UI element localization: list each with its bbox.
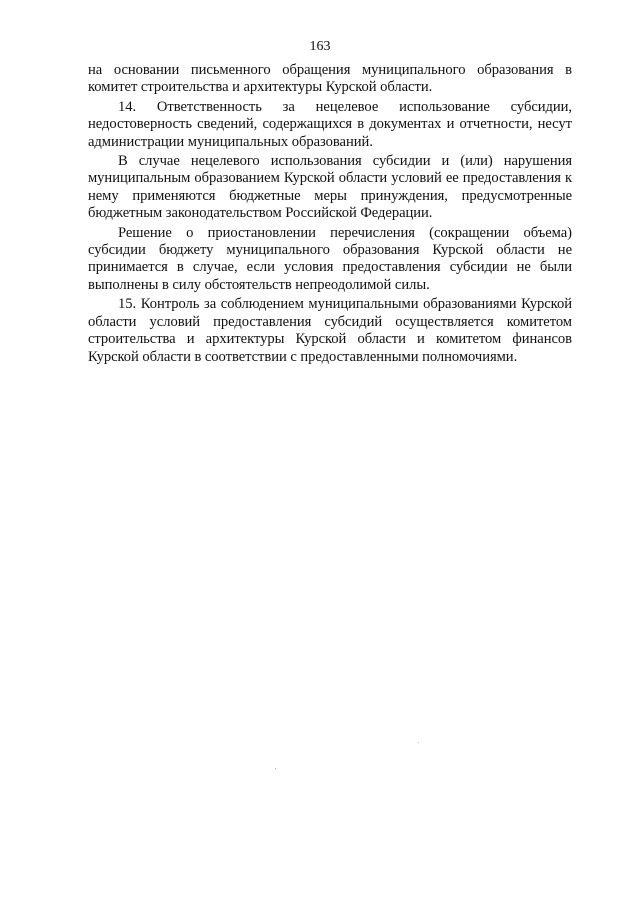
scan-speck: [418, 742, 419, 743]
scan-speck: [275, 768, 276, 769]
document-body: [88, 62, 572, 366]
paragraph-15: 15. Контроль за соблюдением муниципальными образованиями Курской области условий предоставления субсидий осуществляется комитетом строительства и архитектуры Курской области и комитетом финансов Курской области в соответствии с предоставленными полномочиями.: [88, 296, 572, 365]
paragraph-suspension: Решение о приостановлении перечисления (сокращении объема) субсидии бюджету муниципального образования Курской области не принимается в случае, если условия предоставления субсидии не были выполнены в силу обстоятельств непреодолимой силы.: [88, 224, 572, 293]
paragraph-14: 14. Ответственность за нецелевое использование субсидии, недостоверность сведений, содержащихся в документах и отчетности, несут администрации муниципальных образований.: [88, 98, 572, 150]
paragraph-misuse: В случае нецелевого использования субсидии и (или) нарушения муниципальным образованием Курской области условий ее предоставления к нему применяются бюджетные меры принуждения, предусмотренные бюджетным законодательством Российской Федерации.: [88, 153, 572, 222]
page-number: 163: [309, 39, 331, 54]
paragraph-continuation: на основании письменного обращения муниципального образования в комитет строительства и архитектуры Курской области.: [88, 62, 572, 96]
